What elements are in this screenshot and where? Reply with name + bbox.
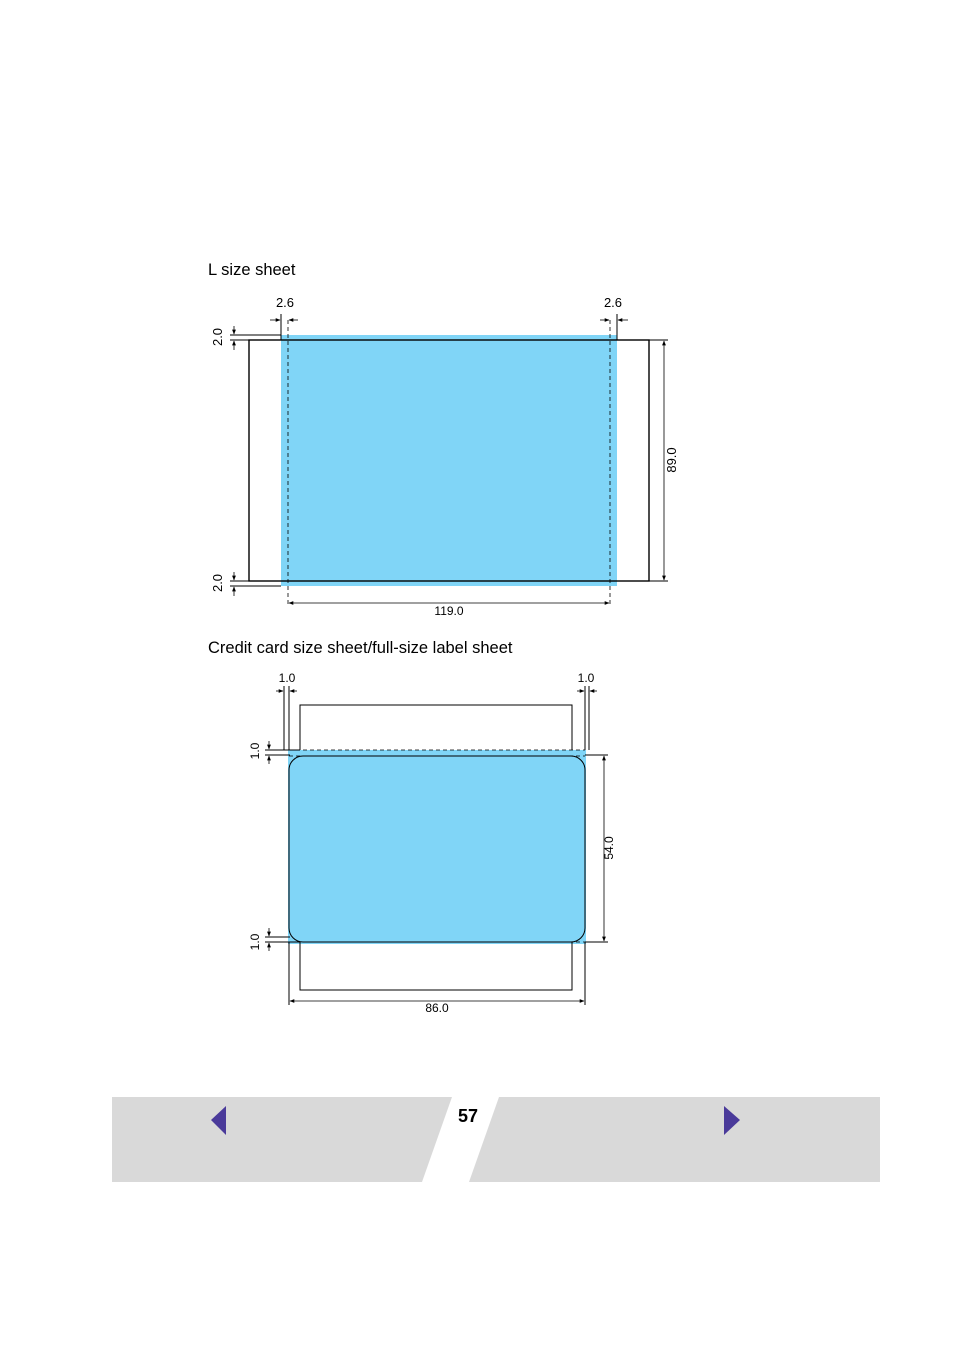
next-page-button[interactable] [718, 1100, 748, 1140]
l-size-diagram [210, 295, 679, 618]
l-size-top-margin-label: 2.0 [210, 327, 225, 347]
l-size-height-label: 89.0 [664, 447, 679, 473]
l-size-dim-height [649, 340, 679, 581]
l-size-dim-bottom-margin [210, 572, 281, 596]
card-dim-height [585, 755, 616, 942]
prev-page-button[interactable] [204, 1100, 234, 1140]
card-left-margin-label: 1.0 [278, 671, 296, 685]
card-dim-left-margin [276, 671, 297, 750]
card-dim-width [290, 1001, 584, 1015]
credit-card-sheet-heading: Credit card size sheet/full-size label sheet [208, 639, 513, 657]
l-size-width-label: 119.0 [434, 604, 464, 618]
l-size-dim-left-margin [270, 295, 298, 320]
l-size-dim-right-margin [600, 295, 628, 320]
card-top-margin-label: 1.0 [248, 742, 262, 760]
credit-card-diagram [248, 671, 616, 1015]
page-number: 57 [457, 1106, 479, 1126]
l-size-print-area [281, 335, 617, 586]
card-width-label: 86.0 [425, 1001, 449, 1015]
card-print-area [288, 750, 586, 944]
l-size-right-margin-label: 2.6 [603, 295, 623, 310]
footer-right-panel [469, 1097, 880, 1182]
l-size-sheet-heading: L size sheet [208, 261, 296, 279]
l-size-dim-top-margin [210, 326, 281, 350]
l-size-bottom-margin-label: 2.0 [210, 573, 225, 593]
card-bottom-margin-label: 1.0 [248, 933, 262, 951]
footer-left-panel [112, 1097, 452, 1182]
l-size-dim-width [289, 603, 609, 618]
card-height-label: 54.0 [602, 836, 616, 860]
card-dim-right-margin [577, 671, 597, 750]
l-size-left-margin-label: 2.6 [275, 295, 295, 310]
card-right-margin-label: 1.0 [577, 671, 595, 685]
